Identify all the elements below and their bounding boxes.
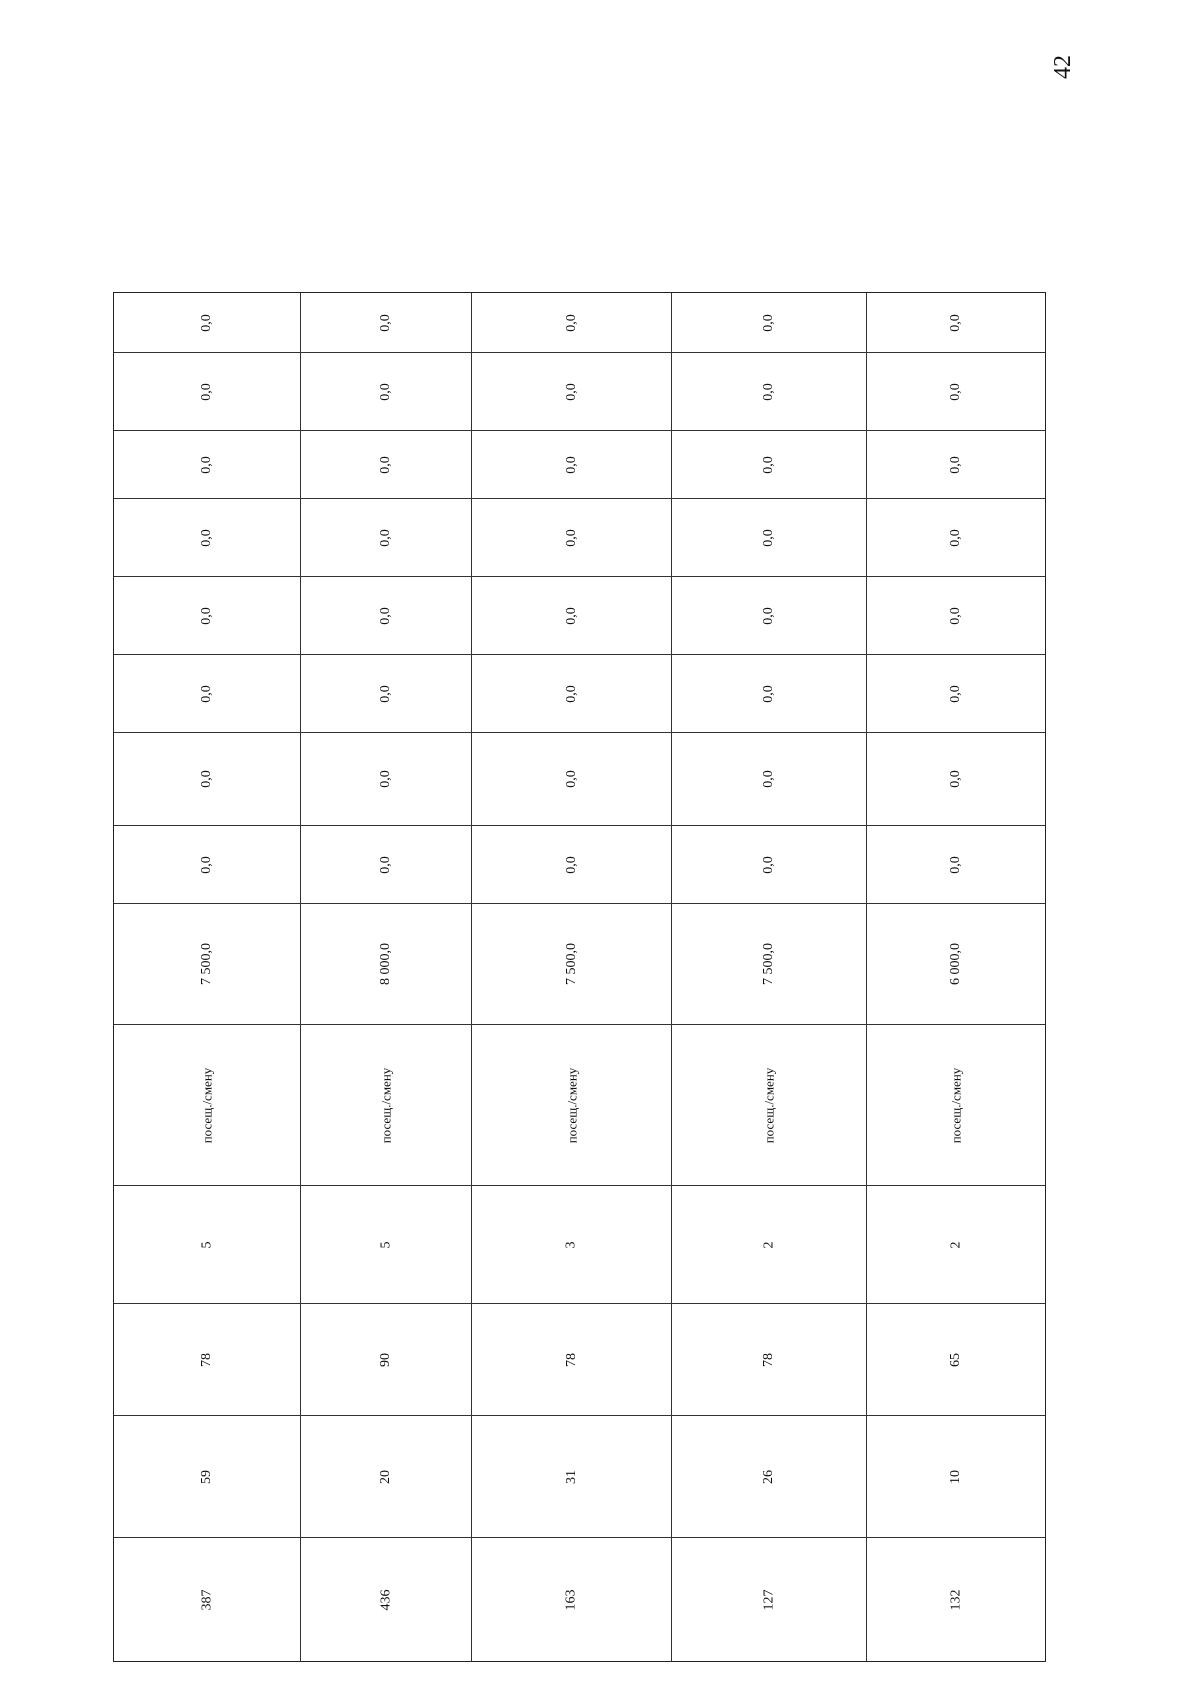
table-cell: 2: [672, 1186, 866, 1304]
table-row: [472, 293, 672, 1661]
table-cell: 0,0: [472, 826, 671, 904]
table-cell: 0,0: [672, 826, 866, 904]
data-table: [113, 292, 1046, 1662]
table-cell: 132: [948, 1589, 963, 1610]
table-row: [867, 293, 1045, 1661]
table-cell: 78: [472, 1304, 671, 1416]
table-cell: 0,0: [867, 353, 1045, 431]
table-cell: 0,0: [672, 293, 866, 353]
table-cell: 0,0: [867, 826, 1045, 904]
table-cell: 78: [114, 1304, 300, 1416]
table-cell: 0,0: [301, 655, 471, 733]
table-cell: 0,0: [867, 655, 1045, 733]
table-cell: 65: [867, 1304, 1045, 1416]
table-cell: 0,0: [472, 655, 671, 733]
table-cell: 0,0: [672, 733, 866, 826]
table-cell: 78: [672, 1304, 866, 1416]
table-cell: 0,0: [472, 499, 671, 577]
table-cell: 0,0: [867, 733, 1045, 826]
table-cell: 0,0: [472, 577, 671, 655]
table-cell: 5: [301, 1186, 471, 1304]
table-cell: 0,0: [472, 293, 671, 353]
table-cell: 0,0: [301, 733, 471, 826]
table-cell: 0,0: [672, 431, 866, 499]
table-cell: 0,0: [114, 655, 300, 733]
table-cell: 7 500,0: [672, 904, 866, 1025]
table-cell: 3: [472, 1186, 671, 1304]
table-row: [301, 293, 472, 1661]
table-cell: 0,0: [301, 353, 471, 431]
table-cell: 0,0: [114, 353, 300, 431]
table-cell: 0,0: [301, 577, 471, 655]
table-cell-unit: посещ./смену: [672, 1025, 866, 1186]
table-cell: 6 000,0: [867, 904, 1045, 1025]
table-cell: 31: [472, 1416, 671, 1538]
table-cell-unit: посещ./смену: [114, 1025, 300, 1186]
table-cell: 7 500,0: [472, 904, 671, 1025]
table-row: [672, 293, 867, 1661]
table-cell: 0,0: [472, 431, 671, 499]
table-cell: 0,0: [114, 577, 300, 655]
table-cell: 436: [378, 1589, 393, 1610]
table-cell: 5: [114, 1186, 300, 1304]
table-cell: 2: [867, 1186, 1045, 1304]
table-cell: 0,0: [672, 499, 866, 577]
table-cell: 0,0: [672, 655, 866, 733]
table-cell: 0,0: [867, 499, 1045, 577]
table-cell: 0,0: [301, 499, 471, 577]
table-cell: 26: [672, 1416, 866, 1538]
table-cell: 163: [563, 1589, 579, 1610]
page-number: 42: [1049, 55, 1076, 79]
table-cell: 0,0: [301, 431, 471, 499]
table-cell: 0,0: [114, 733, 300, 826]
table-cell: 0,0: [472, 353, 671, 431]
table-cell: 0,0: [672, 353, 866, 431]
table-cell: 0,0: [114, 499, 300, 577]
table-cell: 0,0: [114, 431, 300, 499]
table-cell: 0,0: [114, 826, 300, 904]
table-cell-unit: посещ./смену: [472, 1025, 671, 1186]
table-cell: 127: [761, 1589, 776, 1610]
table-cell: 8 000,0: [301, 904, 471, 1025]
table-cell-unit: посещ./смену: [867, 1025, 1045, 1186]
table-cell: 0,0: [867, 577, 1045, 655]
table-cell: 0,0: [114, 293, 300, 353]
table-cell: 0,0: [867, 431, 1045, 499]
table-cell: 0,0: [301, 826, 471, 904]
table-cell: 59: [114, 1416, 300, 1538]
table-cell: 20: [301, 1416, 471, 1538]
table-cell: 10: [867, 1416, 1045, 1538]
table-cell: 7 500,0: [114, 904, 300, 1025]
table-cell: 0,0: [672, 577, 866, 655]
table-cell: 0,0: [867, 293, 1045, 353]
table-cell: 0,0: [301, 293, 471, 353]
table-cell: 90: [301, 1304, 471, 1416]
table-row: [114, 293, 301, 1661]
table-cell: 0,0: [472, 733, 671, 826]
table-cell-unit: посещ./смену: [301, 1025, 471, 1186]
table-cell: 387: [199, 1589, 214, 1610]
